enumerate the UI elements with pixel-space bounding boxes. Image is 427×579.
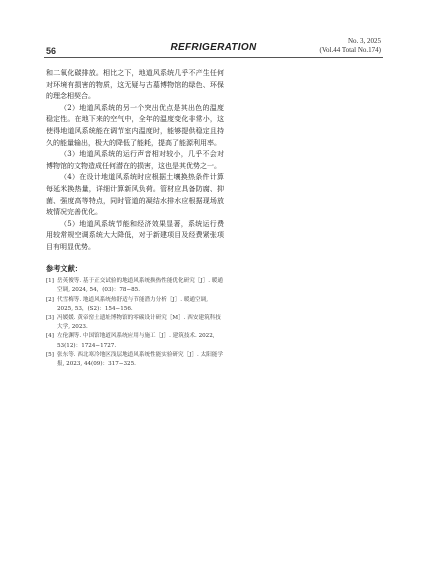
journal-title: REFRIGERATION — [170, 42, 257, 53]
issue-info — [320, 37, 381, 55]
references-title: 参考文献： — [46, 263, 82, 273]
reference-item — [46, 277, 224, 295]
paragraph-continuation: 和二氧化碳排放。相比之下，地道风系统几乎不产生任何对环境有损害的物质，这无疑与古墓博物馆的绿色、环保的理念相契合。 — [46, 69, 224, 101]
paragraph-point-3: （3）地道风系统的运行声音相对较小，几乎不会对博物馆的文物造成任何潜在的损害，这也是其优势之一。 — [46, 150, 224, 170]
issue-number: No. 3, 2025 — [347, 37, 381, 45]
reference-text: 左伦渊等. 中国馆地道风系统应用与施工［J］. 建筑技术. 2022, 53(12)：1724−1727. — [57, 333, 215, 349]
reference-number: [3] — [46, 314, 54, 321]
reference-item — [46, 296, 224, 314]
page-number: 56 — [46, 46, 57, 56]
reference-number: [5] — [46, 351, 54, 358]
reference-text: 代雪梅等. 地道风系统热舒适与节能潜力分析［J］. 暖通空调, 2025, 53，(S2)：154−156. — [57, 296, 208, 312]
reference-item — [46, 314, 224, 332]
reference-number: [2] — [46, 296, 54, 303]
reference-text: 岳英俊等. 基于正交试验的地道风系统换热性能优化研究［J］. 暖通空调, 2024, 54，(03)：78−85. — [57, 278, 223, 294]
header-rule — [44, 57, 383, 58]
reference-item — [46, 332, 224, 350]
reference-text: 张东等. 西北寒冷地区浅层地道风系统性能实验研究［J］. 太阳能学报, 2023, 44(09)：317−325. — [57, 351, 223, 367]
body-column — [46, 68, 224, 369]
reference-number: [1] — [46, 278, 54, 285]
paragraph-point-5: （5）地道风系统节能和经济效果显著，系统运行费用较常规空调系统大大降低，对于新建项目及经费紧张项目有明显优势。 — [46, 219, 224, 251]
volume-info: (Vol.44 Total No.174) — [319, 46, 381, 54]
page-header — [0, 0, 427, 60]
reference-item — [46, 351, 224, 369]
reference-text: 冯媛媛. 黄帝窑土遗址博物馆的零碳设计研究［M］. 西安建筑科技大学, 2023. — [57, 314, 221, 331]
paragraph-point-2: （2）地道风系统的另一个突出优点是其出色的温度稳定性。在地下来的空气中，全年的温度变化非常小，这使得地道风系统能在调节室内温度时，能够提供稳定且持久的能量输出，极大的降低了能耗，提高了能源利用率。 — [46, 103, 224, 147]
paragraph-point-4: （4）在设计地道风系统时应根据土壤换热条件计算每延米换热量，详细计算新风负荷。管材应具备防腐、抑菌、强度高等特点，同时管道的凝结水排水应根据现场放坡情况完善优化。 — [46, 173, 224, 217]
reference-number: [4] — [46, 333, 54, 340]
